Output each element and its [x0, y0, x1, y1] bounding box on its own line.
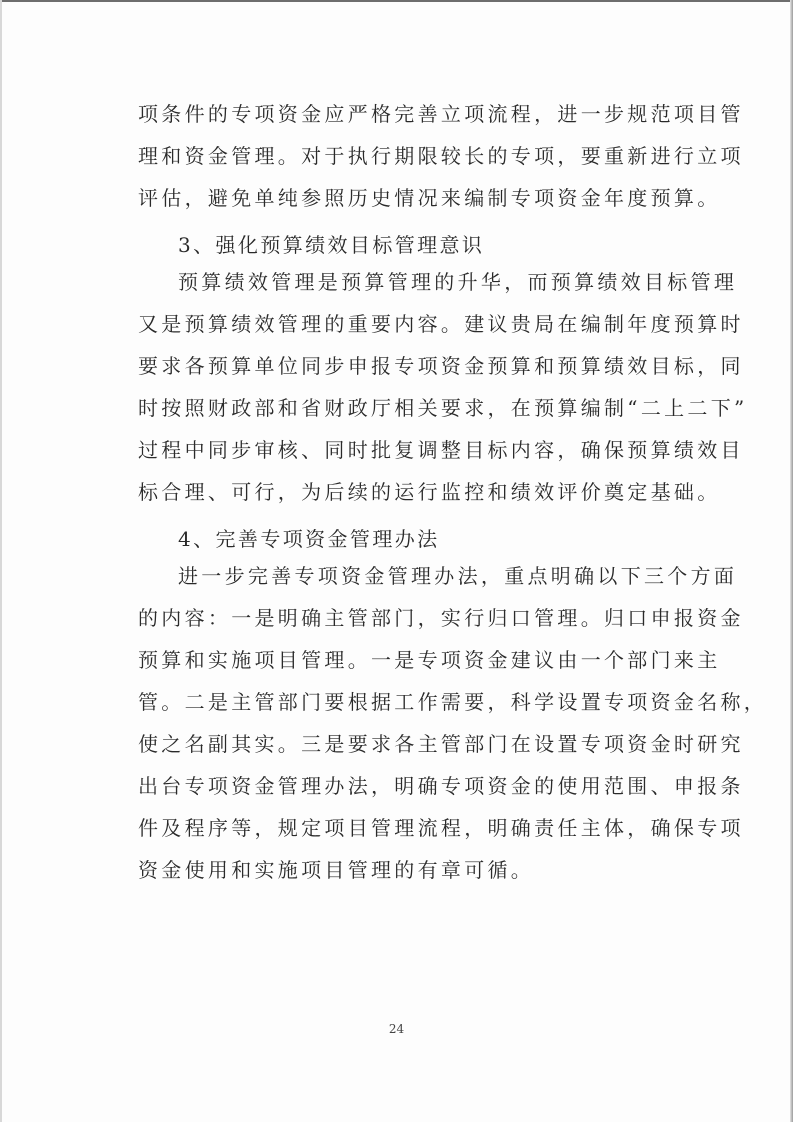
body-text-line: 要求各预算单位同步申报专项资金预算和预算绩效目标，同	[138, 354, 744, 378]
body-text-line: 时按照财政部和省财政厅相关要求，在预算编制“二上二下”	[138, 396, 748, 420]
body-text-line: 项条件的专项资金应严格完善立项流程，进一步规范项目管	[138, 102, 744, 126]
body-text-line: 件及程序等，规定项目管理流程，明确责任主体，确保专项	[138, 816, 744, 840]
paragraph-first-line: 进一步完善专项资金管理办法，重点明确以下三个方面	[178, 564, 738, 588]
scan-edge-left	[0, 0, 2, 1122]
body-text-line: 的内容：一是明确主管部门，实行归口管理。归口申报资金	[138, 606, 744, 630]
body-text-line: 管。二是主管部门要根据工作需要，科学设置专项资金名称，	[138, 690, 768, 714]
body-text-line: 评估，避免单纯参照历史情况来编制专项资金年度预算。	[138, 186, 721, 210]
body-text-line: 标合理、可行，为后续的运行监控和绩效评价奠定基础。	[138, 480, 721, 504]
page-number: 24	[388, 1022, 405, 1036]
section-heading: 4、完善专项资金管理办法	[178, 527, 440, 551]
body-text-line: 使之名副其实。三是要求各主管部门在设置专项资金时研究	[138, 732, 744, 756]
paragraph-first-line: 预算绩效管理是预算管理的升华，而预算绩效目标管理	[178, 270, 738, 294]
body-text-line: 过程中同步审核、同时批复调整目标内容，确保预算绩效目	[138, 438, 744, 462]
body-text-line: 预算和实施项目管理。一是专项资金建议由一个部门来主	[138, 648, 721, 672]
body-text-line: 又是预算绩效管理的重要内容。建议贵局在编制年度预算时	[138, 312, 744, 336]
body-text-line: 理和资金管理。对于执行期限较长的专项，要重新进行立项	[138, 144, 744, 168]
body-text-line: 出台专项资金管理办法，明确专项资金的使用范围、申报条	[138, 774, 744, 798]
section-heading: 3、强化预算绩效目标管理意识	[178, 233, 485, 257]
scan-edge-top	[0, 0, 793, 2]
body-text-line: 资金使用和实施项目管理的有章可循。	[138, 858, 535, 882]
